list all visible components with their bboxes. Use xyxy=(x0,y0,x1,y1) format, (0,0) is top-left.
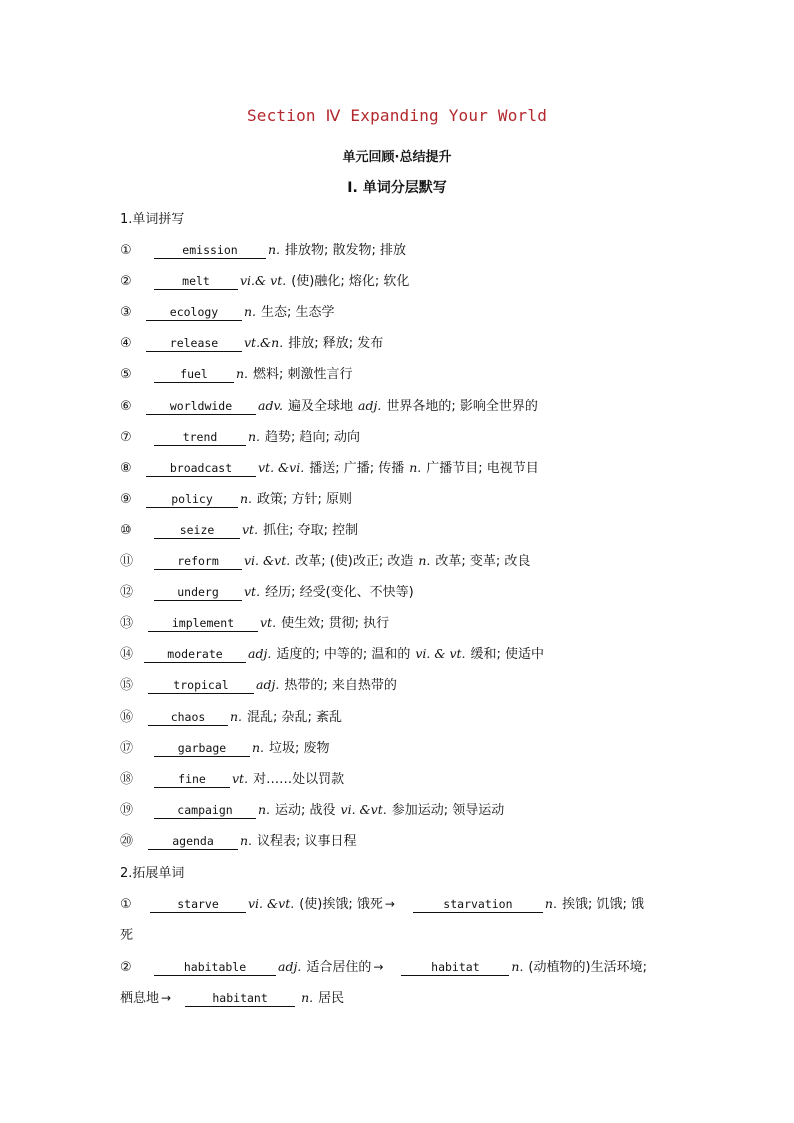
item-number: ② xyxy=(120,960,132,975)
part-of-speech: n. xyxy=(268,242,281,257)
answer-blank[interactable]: chaos xyxy=(148,710,228,726)
part-of-speech: n. xyxy=(240,833,253,848)
answer-blank[interactable]: ecology xyxy=(146,305,242,321)
word-item xyxy=(120,643,680,665)
meaning: 广播节目; 电视节目 xyxy=(426,461,539,476)
part-of-speech: vt. &vi. xyxy=(258,460,305,475)
part-of-speech: vi. &vt. xyxy=(248,896,295,911)
item-number: ⑥ xyxy=(120,399,132,414)
word-item xyxy=(120,395,680,417)
extension-item-1-continued xyxy=(120,924,133,943)
item-number: ⑲ xyxy=(120,803,134,818)
meaning: 世界各地的; 影响全世界的 xyxy=(386,399,538,414)
arrow-right-icon: → xyxy=(384,897,395,911)
word-item xyxy=(120,426,680,448)
item-number: ⑬ xyxy=(120,616,134,631)
meaning: 播送; 广播; 传播 xyxy=(309,461,405,476)
meaning: 运动; 战役 xyxy=(275,803,336,818)
meaning: 缓和; 使适中 xyxy=(470,647,545,662)
arrow-right-icon: → xyxy=(373,960,384,974)
word-item xyxy=(120,674,680,696)
word-item xyxy=(120,706,680,728)
item-number: ③ xyxy=(120,305,132,320)
part-of-speech: n. xyxy=(418,553,431,568)
meaning: 议程表; 议事日程 xyxy=(257,834,357,849)
word-item xyxy=(120,830,680,852)
meaning: 政策; 方针; 原则 xyxy=(257,492,353,507)
word-item xyxy=(120,519,680,541)
part-of-speech: adv. xyxy=(258,398,284,413)
part-of-speech: adj. xyxy=(278,959,302,974)
answer-blank[interactable]: tropical xyxy=(148,678,254,694)
extension-item-2-continued xyxy=(120,987,344,1007)
item-number: ⑫ xyxy=(120,585,134,600)
part-of-speech: vt. xyxy=(242,522,259,537)
item-number: ① xyxy=(120,243,132,258)
answer-blank[interactable]: fuel xyxy=(154,367,234,383)
section1-heading: 1.单词拼写 xyxy=(120,212,185,227)
item-number: ⑳ xyxy=(120,834,134,849)
part-of-speech: n. xyxy=(236,366,249,381)
answer-blank[interactable]: reform xyxy=(154,554,242,570)
item-number: ⑭ xyxy=(120,647,134,662)
word-item xyxy=(120,550,680,572)
word-item xyxy=(120,270,680,292)
meaning: 混乱; 杂乱; 紊乱 xyxy=(247,710,343,725)
answer-blank[interactable]: release xyxy=(146,336,242,352)
word-item xyxy=(120,768,680,790)
item-number: ⑧ xyxy=(120,461,132,476)
item-number: ⑮ xyxy=(120,678,134,693)
extension-item-1 xyxy=(120,893,680,915)
part-of-speech: n. xyxy=(511,959,524,974)
meaning: 栖息地 xyxy=(120,991,160,1006)
part-of-speech: n. xyxy=(248,429,261,444)
section2-heading: 2.拓展单词 xyxy=(120,866,185,881)
word-item xyxy=(120,301,680,323)
answer-blank[interactable]: habitable xyxy=(154,960,276,976)
part-of-speech: n. xyxy=(230,709,243,724)
part-of-speech: n. xyxy=(544,896,557,911)
meaning: 排放物; 散发物; 排放 xyxy=(285,243,407,258)
part-of-speech: adj. xyxy=(358,398,382,413)
word-item xyxy=(120,737,680,759)
answer-blank[interactable]: agenda xyxy=(148,834,238,850)
answer-blank[interactable]: fine xyxy=(154,772,230,788)
part-of-speech: n. xyxy=(252,740,265,755)
arrow-right-icon: → xyxy=(161,991,172,1005)
word-item xyxy=(120,239,680,261)
meaning: 参加运动; 领导运动 xyxy=(391,803,505,818)
part-of-speech: n. xyxy=(409,460,422,475)
part-of-speech: vi. &vt. xyxy=(244,553,291,568)
answer-blank[interactable]: worldwide xyxy=(146,399,256,415)
page-title: Section Ⅳ Expanding Your World xyxy=(246,106,548,125)
part-of-speech: n. xyxy=(301,990,314,1005)
meaning: 适度的; 中等的; 温和的 xyxy=(276,647,411,662)
answer-blank[interactable]: trend xyxy=(154,430,246,446)
part-of-speech: adj. xyxy=(256,677,280,692)
item-number: ④ xyxy=(120,336,132,351)
answer-blank[interactable]: campaign xyxy=(154,803,256,819)
part-of-speech: n. xyxy=(258,802,271,817)
part-of-speech: vi. &vt. xyxy=(340,802,387,817)
part-of-speech: vt.&n. xyxy=(244,335,284,350)
meaning: 适合居住的 xyxy=(306,960,372,975)
page-subtitle: 单元回顾·总结提升 xyxy=(342,150,452,165)
item-number: ① xyxy=(120,897,132,912)
item-number: ② xyxy=(120,274,132,289)
meaning: (动植物的)生活环境; xyxy=(528,960,647,975)
item-number: ⑩ xyxy=(120,523,132,538)
meaning: (使)挨饿; 饿死 xyxy=(299,897,383,912)
answer-blank[interactable]: underg xyxy=(154,585,242,601)
part-heading: Ⅰ. 单词分层默写 xyxy=(347,180,447,196)
meaning: 排放; 释放; 发布 xyxy=(288,336,384,351)
item-number: ⑱ xyxy=(120,772,134,787)
meaning: 对……处以罚款 xyxy=(253,772,345,787)
part-of-speech: vi. & vt. xyxy=(415,646,466,661)
part-of-speech: vt. xyxy=(260,615,277,630)
answer-blank[interactable]: policy xyxy=(146,492,238,508)
part-of-speech: adj. xyxy=(248,646,272,661)
item-number: ⑰ xyxy=(120,741,134,756)
meaning: 热带的; 来自热带的 xyxy=(284,678,397,693)
part-of-speech: vi.& vt. xyxy=(240,273,287,288)
meaning: 挨饿; 饥饿; 饿 xyxy=(561,897,644,912)
word-item xyxy=(120,581,680,603)
answer-blank[interactable]: implement xyxy=(148,616,258,632)
part-of-speech: n. xyxy=(240,491,253,506)
word-item xyxy=(120,799,680,821)
item-number: ⑨ xyxy=(120,492,132,507)
item-number: ⑤ xyxy=(120,367,132,382)
extension-item-2 xyxy=(120,956,680,978)
meaning: 改革; (使)改正; 改造 xyxy=(295,554,414,569)
meaning: 经历; 经受(变化、不快等) xyxy=(265,585,414,600)
answer-blank[interactable]: starve xyxy=(150,897,246,913)
answer-blank[interactable]: melt xyxy=(154,274,238,290)
answer-blank[interactable]: moderate xyxy=(144,647,246,663)
word-item xyxy=(120,488,680,510)
word-item xyxy=(120,363,680,385)
word-item xyxy=(120,332,680,354)
answer-blank[interactable]: habitat xyxy=(401,960,509,976)
item-number: ⑯ xyxy=(120,710,134,725)
word-item xyxy=(120,612,680,634)
answer-blank[interactable]: starvation xyxy=(413,897,543,913)
part-of-speech: n. xyxy=(244,304,257,319)
meaning: 居民 xyxy=(318,991,345,1006)
meaning: 生态; 生态学 xyxy=(261,305,335,320)
meaning: 趋势; 趋向; 动向 xyxy=(265,430,361,445)
meaning: 燃料; 刺激性言行 xyxy=(253,367,353,382)
meaning: 遍及全球地 xyxy=(288,399,354,414)
answer-blank[interactable]: emission xyxy=(154,243,266,259)
meaning: 垃圾; 废物 xyxy=(269,741,330,756)
meaning: 死 xyxy=(120,928,134,943)
meaning: 使生效; 贯彻; 执行 xyxy=(281,616,390,631)
answer-blank[interactable]: garbage xyxy=(154,741,250,757)
item-number: ⑦ xyxy=(120,430,132,445)
meaning: 改革; 变革; 改良 xyxy=(435,554,531,569)
word-item xyxy=(120,457,680,479)
meaning: (使)融化; 熔化; 软化 xyxy=(291,274,410,289)
item-number: ⑪ xyxy=(120,554,134,569)
part-of-speech: vt. xyxy=(232,771,249,786)
answer-blank[interactable]: broadcast xyxy=(146,461,256,477)
answer-blank[interactable]: habitant xyxy=(185,991,295,1007)
meaning: 抓住; 夺取; 控制 xyxy=(263,523,359,538)
answer-blank[interactable]: seize xyxy=(154,523,240,539)
part-of-speech: vt. xyxy=(244,584,261,599)
